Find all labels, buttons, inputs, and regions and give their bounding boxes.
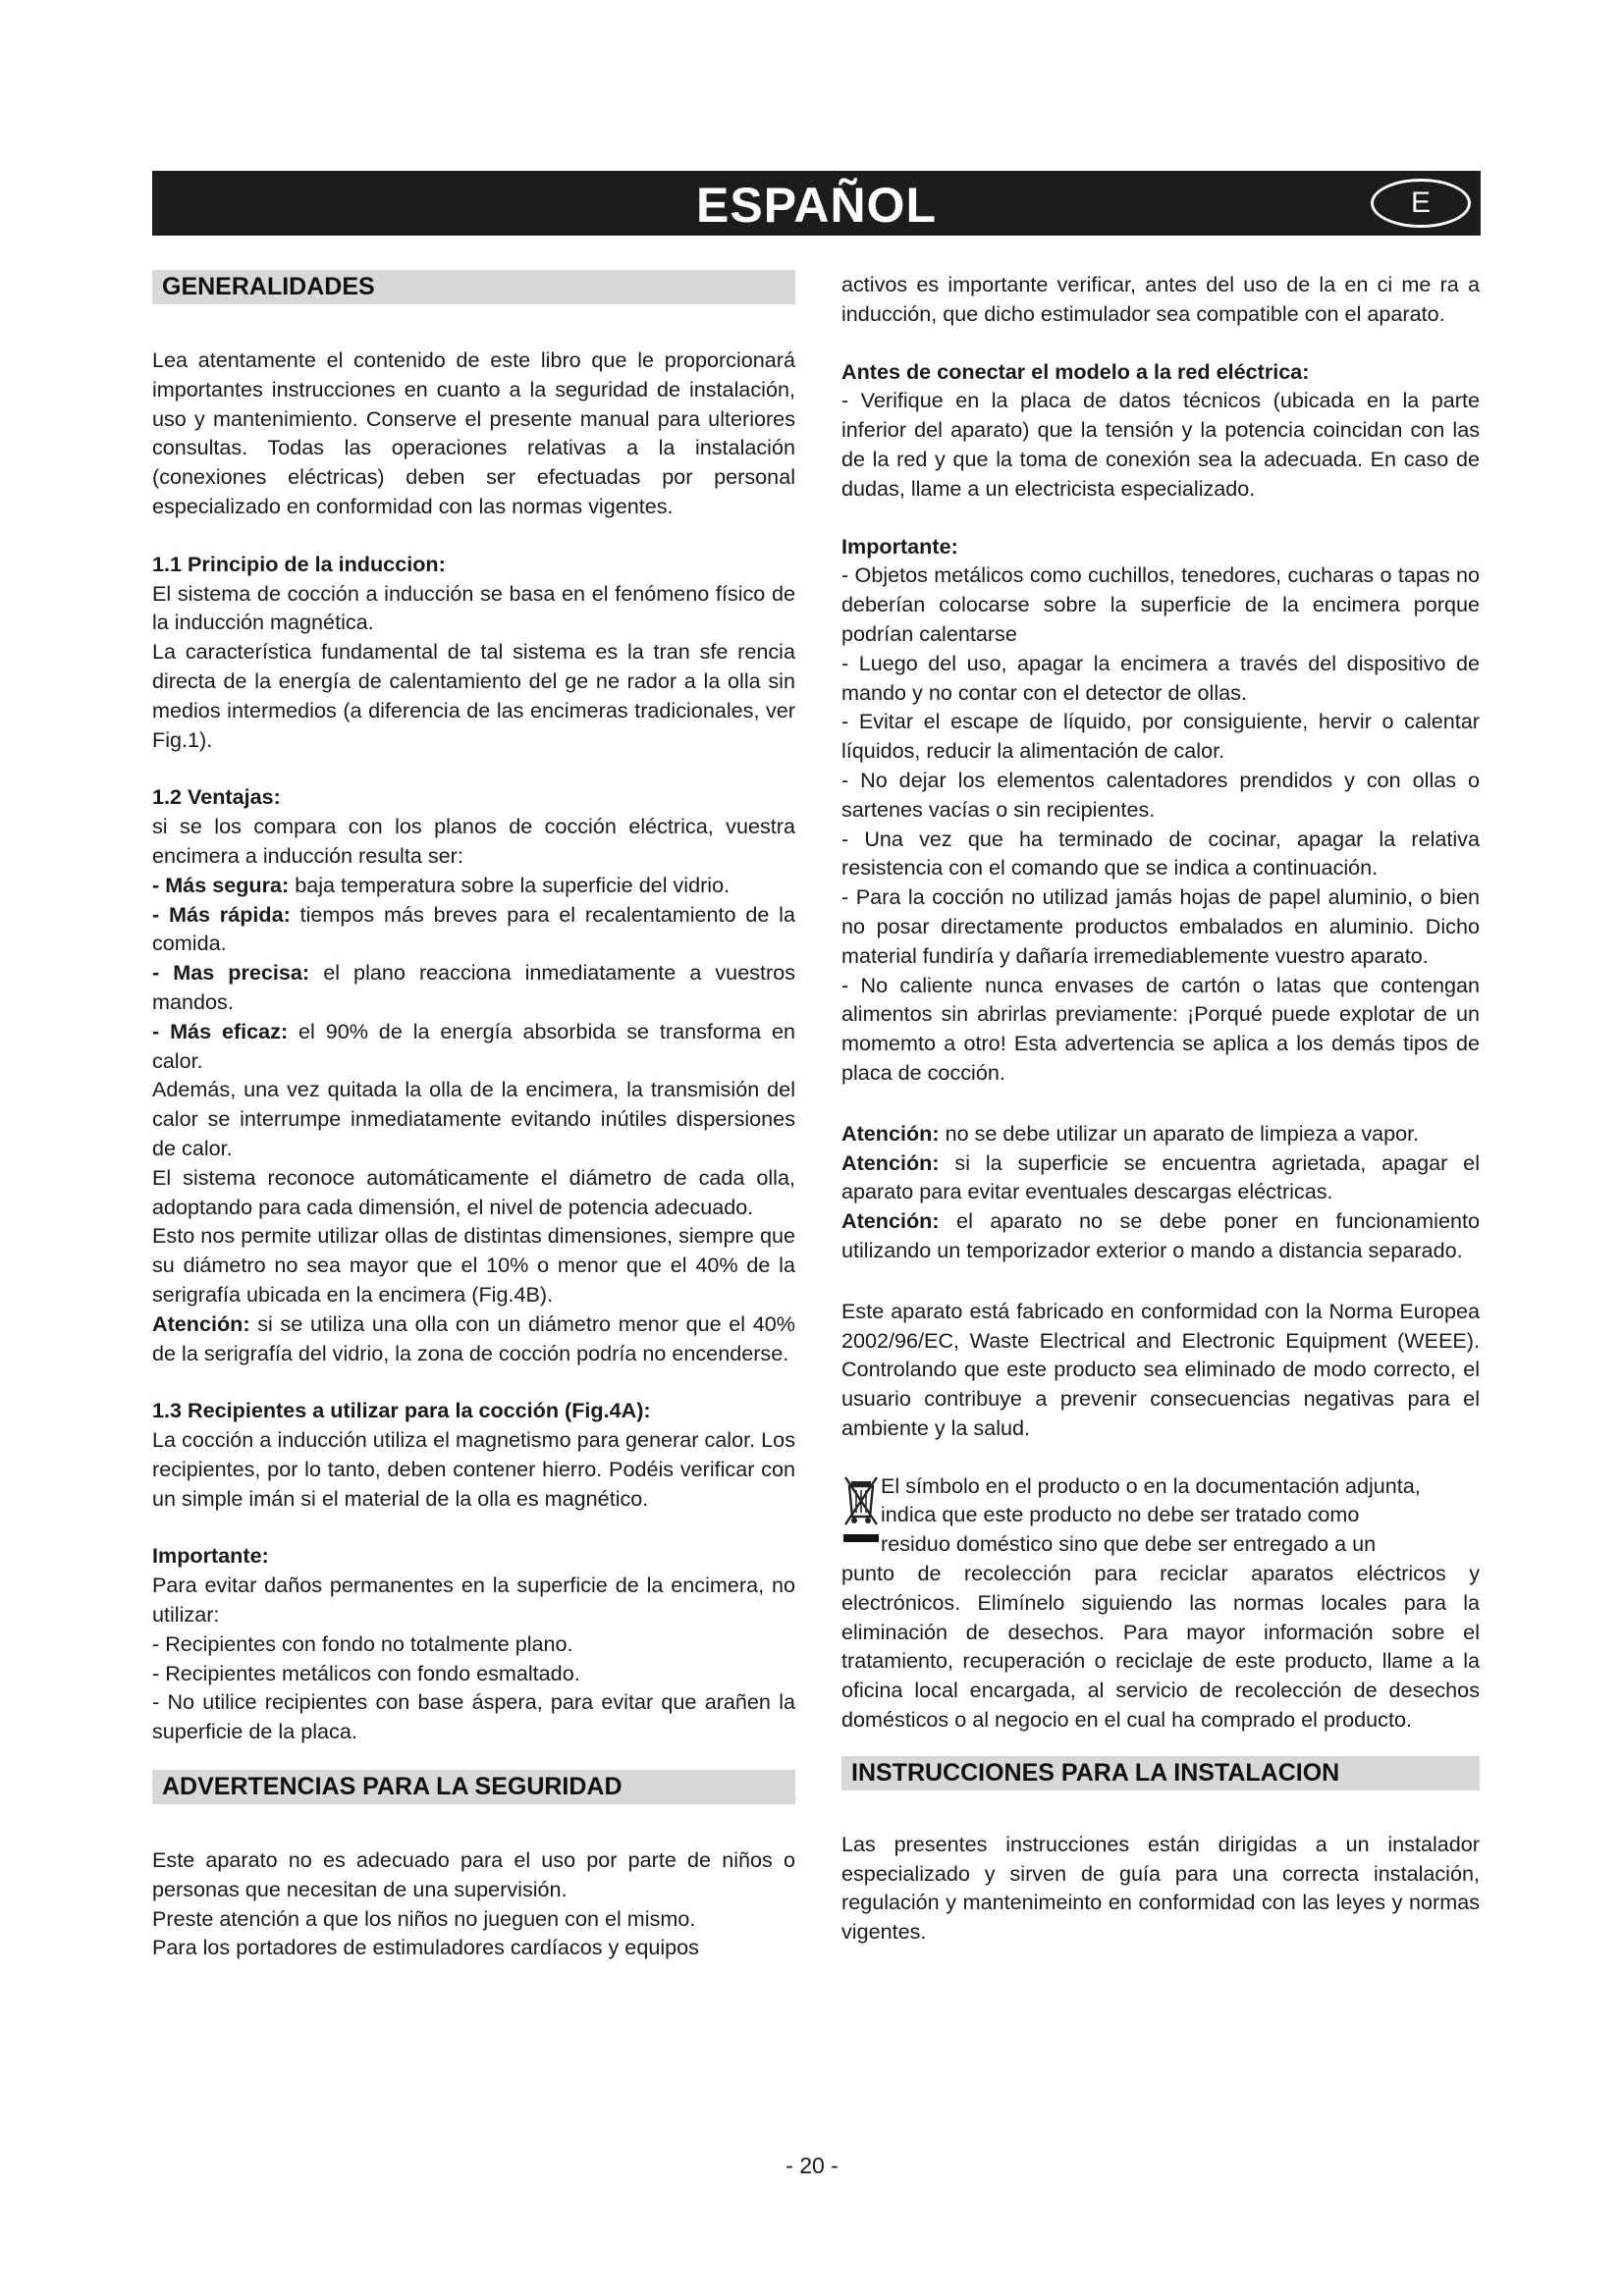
generalidades-intro: Lea atentamente el contenido de este libro que le proporcionará importantes instrucciones en cuanto a la seguridad de instalación, uso y mantenimiento. Conserve el presente manual para ulteriores consultas. Todas las operaciones relativas a la instalación (conexiones eléctricas) deben ser efectuadas por personal especializado en conformidad con las normas vigentes. xyxy=(152,347,795,518)
paragraph: activos es importante verificar, antes del uso de la en ci me ra a inducción, que dicho estimulador sea compatible con el aparato. xyxy=(841,272,1480,326)
paragraph: Las presentes instrucciones están dirigidas a un instalador especializado y sirven de guía para una correcta instalación, regulación y mantenimeinto en conformidad con las leyes y normas vigentes. xyxy=(841,1831,1480,1945)
paragraph: La característica fundamental de tal sistema es la tran sfe rencia directa de la energía de calentamiento del ge ne rador a la olla sin medios intermedios (a diferencia de las encimeras tradicionales, ver Fig.1). xyxy=(152,639,795,752)
paragraph: - Verifique en la placa de datos técnicos (ubicada en la parte inferior del aparato) que la tensión y la potencia coincidan con las de la red y que la toma de conexión sea la adecuada. En caso de dudas, llame a un electricista especializado. xyxy=(841,388,1480,501)
paragraph: Preste atención a que los niños no jueguen con el mismo. xyxy=(152,1905,696,1931)
paragraph: Para los portadores de estimuladores cardíacos y equipos xyxy=(152,1935,699,1960)
attention-note: Atención: el aparato no se debe poner en funcionamiento utilizando un temporizador exterior o mando a distancia separado. xyxy=(841,1208,1480,1262)
list-item: - Luego del uso, apagar la encimera a través del dispositivo de mando y no contar con el detector de ollas. xyxy=(841,650,1480,705)
crossed-out-wheeled-bin-icon xyxy=(841,1473,881,1558)
weee-line-2: indica que este producto no debe ser tratado como xyxy=(881,1502,1360,1527)
bullet-item: - Más rápida: tiempos más breves para el recalentamiento de la comida. xyxy=(152,901,795,956)
list-item: - No caliente nunca envases de cartón o latas que contengan alimentos sin abrirlas previamente: ¡Porqué puede explotar de un momemto a otro! Esta advertencia se aplica a los demás tipos de placa de cocción. xyxy=(841,972,1480,1085)
list-item: - No utilice recipientes con base áspera, para evitar que arañen la superficie de la placa. xyxy=(152,1689,795,1744)
paragraph: Para evitar daños permanentes en la superficie de la encimera, no utilizar: xyxy=(152,1573,795,1628)
right-column xyxy=(841,270,1480,1947)
bullet-item: - Mas precisa: el plano reacciona inmediatamente a vuestros mandos. xyxy=(152,960,795,1014)
weee-paragraph-rest: punto de recolección para reciclar aparatos eléctricos y electrónicos. Elimínelo siguiendo las normas locales para la eliminación de desechos. Para mayor información sobre el tratamiento, recuperación o reciclaje de este producto, llame a la oficina local encargada, al servicio de recolección de desechos domésticos o al negocio en el cual ha comprado el producto. xyxy=(841,1561,1480,1733)
attention-note: Atención: si la superficie se encuentra agrietada, apagar el aparato para evitar eventuales descargas eléctricas. xyxy=(841,1149,1480,1204)
list-item: - Objetos metálicos como cuchillos, tenedores, cucharas o tapas no deberían colocarse sobre la superficie de la encimera porque podrían calentarse xyxy=(841,562,1480,646)
language-code-badge: E xyxy=(1371,179,1471,228)
weee-line-1: El símbolo en el producto o en la documentación adjunta, xyxy=(881,1472,1421,1498)
list-item: - No dejar los elementos calentadores prendidos y con ollas o sartenes vacías o sin recipientes. xyxy=(841,767,1480,822)
banner-title: ESPAÑOL xyxy=(696,178,937,233)
section-heading-generalidades: GENERALIDADES xyxy=(152,270,795,304)
language-banner xyxy=(152,171,1481,236)
subsection-title-1-3: 1.3 Recipientes a utilizar para la cocción (Fig.4A): xyxy=(152,1398,651,1423)
important-title: Importante: xyxy=(152,1543,269,1569)
weee-symbol-block xyxy=(841,1471,1480,1559)
bullet-item: - Más segura: baja temperatura sobre la superficie del vidrio. xyxy=(152,872,731,897)
attention-note: Atención: no se debe utilizar un aparato de limpieza a vapor. xyxy=(841,1120,1420,1146)
section-heading-advertencias: ADVERTENCIAS PARA LA SEGURIDAD xyxy=(152,1770,795,1804)
paragraph: Este aparato no es adecuado para el uso por parte de niños o personas que necesitan de una supervisión. xyxy=(152,1847,795,1901)
paragraph: El sistema de cocción a inducción se basa en el fenómeno físico de la inducción magnética. xyxy=(152,580,795,635)
list-item: - Para la cocción no utilizad jamás hojas de papel aluminio, o bien no posar directamente productos embalados en aluminio. Dicho material fundiría y dañaría irremediablemente vuestro aparato. xyxy=(841,884,1480,968)
paragraph: El sistema reconoce automáticamente el diámetro de cada olla, adoptando para cada dimensión, el nivel de potencia adecuado. xyxy=(152,1164,795,1219)
paragraph: La cocción a inducción utiliza el magnetismo para generar calor. Los recipientes, por lo tanto, deben contener hierro. Podéis verificar con un simple imán si el material de la olla es magnético. xyxy=(152,1427,795,1511)
important-title: Importante: xyxy=(841,533,958,559)
list-item: - Una vez que ha terminado de cocinar, apagar la relativa resistencia con el comando que se indica a continuación. xyxy=(841,826,1480,881)
weee-paragraph: Este aparato está fabricado en conformidad con la Norma Europea 2002/96/EC, Waste Electrical and Electronic Equipment (WEEE). Controlando que este producto sea eliminado de modo correcto, el usuario contribuye a prevenir consecuencias negativas para el ambiente y la salud. xyxy=(841,1298,1480,1440)
subsection-title-1-1: 1.1 Principio de la induccion: xyxy=(152,551,446,576)
list-item: - Recipientes metálicos con fondo esmaltado. xyxy=(152,1660,580,1685)
weee-line-3: residuo doméstico sino que debe ser entregado a un xyxy=(881,1531,1377,1557)
attention-note: Atención: si se utiliza una olla con un diámetro menor que el 40% de la serigrafía del vidrio, la zona de cocción podría no encenderse. xyxy=(152,1310,795,1365)
list-item: - Recipientes con fondo no totalmente plano. xyxy=(152,1630,573,1656)
left-column xyxy=(152,270,795,1962)
before-connecting-title: Antes de conectar el modelo a la red eléctrica: xyxy=(841,358,1310,384)
section-heading-instalacion: INSTRUCCIONES PARA LA INSTALACION xyxy=(841,1756,1480,1790)
page-number: - 20 - xyxy=(785,2153,839,2178)
subsection-title-1-2: 1.2 Ventajas: xyxy=(152,784,281,810)
paragraph: Además, una vez quitada la olla de la encimera, la transmisión del calor se interrumpe inmediatamente evitando inútiles dispersiones de calor. xyxy=(152,1077,795,1160)
paragraph: si se los compara con los planos de cocción eléctrica, vuestra encimera a inducción resulta ser: xyxy=(152,814,795,868)
list-item: - Evitar el escape de líquido, por consiguiente, hervir o calentar líquidos, reducir la alimentación de calor. xyxy=(841,709,1480,764)
paragraph: Esto nos permite utilizar ollas de distintas dimensiones, siempre que su diámetro no sea mayor que el 10% o menor que el 40% de la serigrafía ubicada en la encimera (Fig.4B). xyxy=(152,1223,795,1307)
bullet-item: - Más eficaz: el 90% de la energía absorbida se transforma en calor. xyxy=(152,1018,795,1073)
